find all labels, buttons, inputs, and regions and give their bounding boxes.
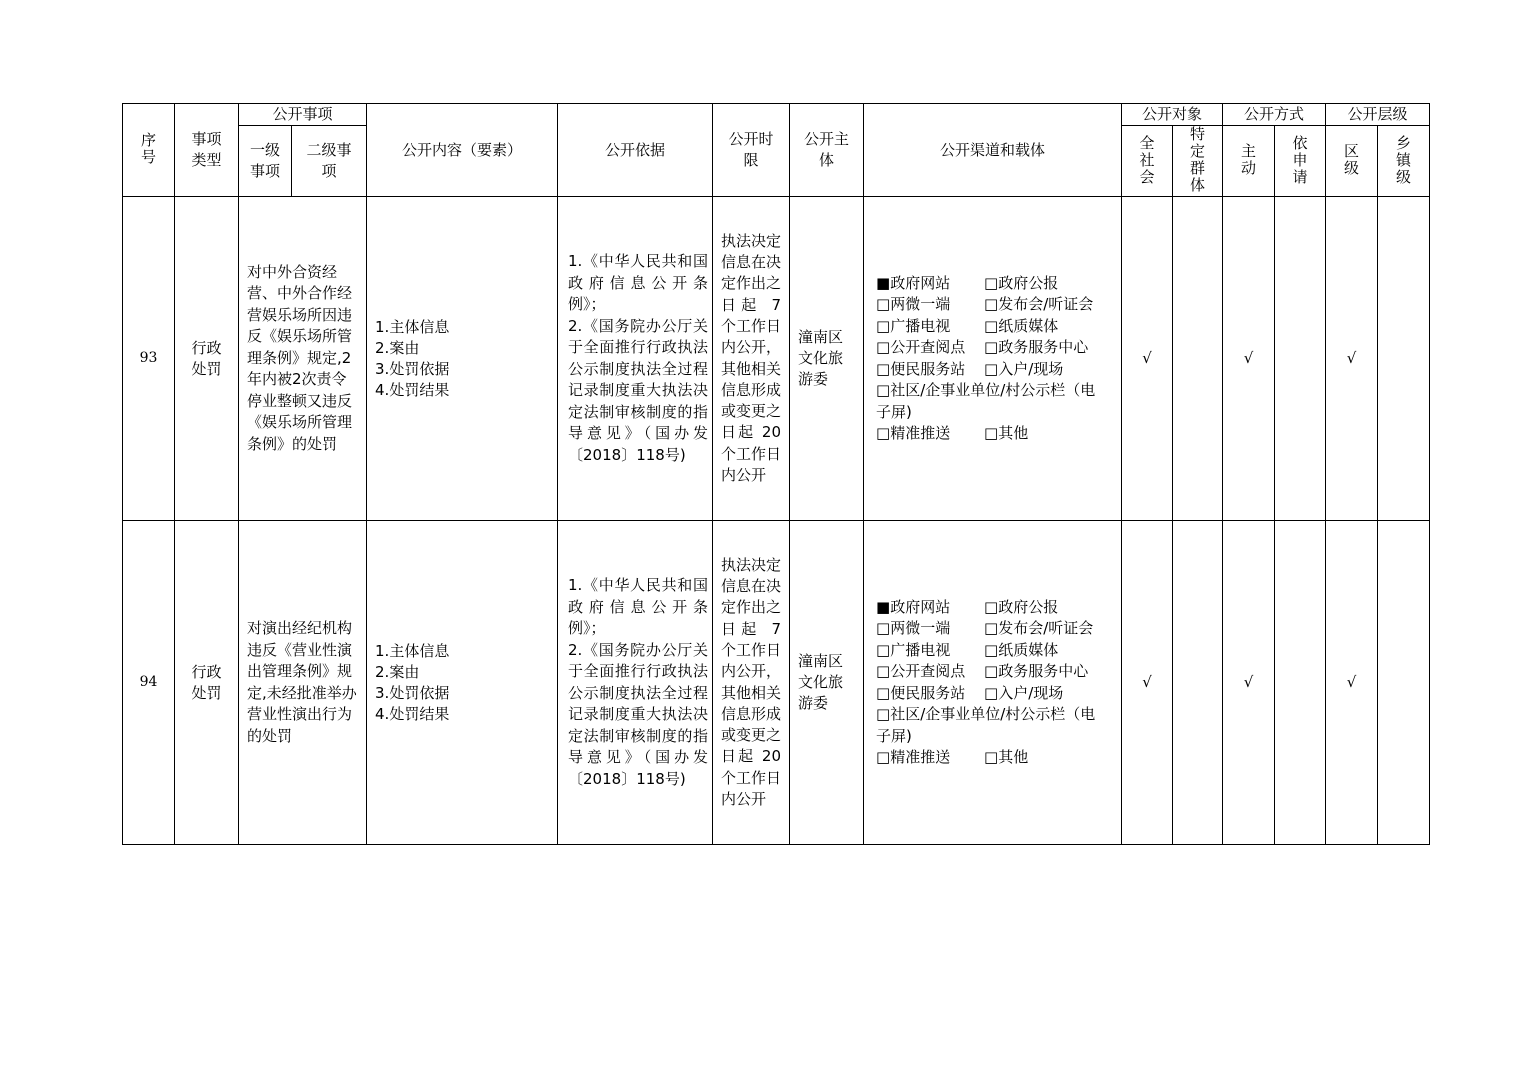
row-basis: 1.《中华人民共和国政府信息公开条例》； 2.《国务院办公厅关于全面推行行政执法公示制度执法全过程记录制度重大执法决定法制审核制度的指导意见》（国办发〔2018〕118号) bbox=[558, 521, 713, 845]
row-proactive: √ bbox=[1223, 521, 1275, 845]
channel-line bbox=[876, 704, 1109, 747]
channel-option: □精准推送 bbox=[876, 748, 951, 766]
channel-line bbox=[876, 747, 1109, 769]
header-type: 事项类型 bbox=[175, 104, 239, 197]
row-time-limit: 执法决定信息在决定作出之日起 7 个工作日内公开，其他相关信息形成或变更之日起 20 个工作日内公开 bbox=[713, 521, 790, 845]
row-type: 行政处罚 bbox=[175, 197, 239, 521]
header-basis: 公开依据 bbox=[558, 104, 713, 197]
row-district: √ bbox=[1326, 197, 1378, 521]
channel-line bbox=[876, 316, 1109, 338]
header-on-request: 依申请 bbox=[1275, 126, 1326, 197]
row-channels bbox=[864, 197, 1122, 521]
header-specific-group: 特定群体 bbox=[1173, 126, 1223, 197]
row-on-request bbox=[1275, 197, 1326, 521]
row-whole-society: √ bbox=[1122, 521, 1173, 845]
header-district: 区级 bbox=[1326, 126, 1378, 197]
row-item: 对中外合资经营、中外合作经营娱乐场所因违反《娱乐场所管理条例》规定,2年内被2次责令停业整顿又违反《娱乐场所管理条例》的处罚 bbox=[239, 197, 367, 521]
row-time-limit: 执法决定信息在决定作出之日起 7 个工作日内公开，其他相关信息形成或变更之日起 20 个工作日内公开 bbox=[713, 197, 790, 521]
channel-option: □社区/企事业单位/村公示栏（电子屏) bbox=[876, 381, 1096, 421]
content-line: 4.处罚结果 bbox=[375, 704, 450, 723]
header-whole-society: 全社会 bbox=[1122, 126, 1173, 197]
channel-line bbox=[876, 640, 1109, 662]
channel-option: □入户/现场 bbox=[984, 683, 1064, 702]
content-line: 3.处罚依据 bbox=[375, 359, 450, 378]
channel-line bbox=[876, 337, 1109, 359]
row-channels bbox=[864, 521, 1122, 845]
channel-option: □纸质媒体 bbox=[984, 316, 1059, 335]
channel-line bbox=[876, 618, 1109, 640]
channel-line bbox=[876, 359, 1109, 381]
row-type: 行政处罚 bbox=[175, 521, 239, 845]
channel-option: ■政府网站 bbox=[876, 597, 951, 616]
header-level1: 一级事项 bbox=[239, 126, 292, 197]
channel-option: □公开查阅点 bbox=[876, 338, 966, 356]
channel-option: □政府公报 bbox=[984, 597, 1059, 616]
table-row bbox=[123, 521, 1430, 845]
channel-option: □其他 bbox=[984, 748, 1029, 766]
channel-option: □政务服务中心 bbox=[984, 662, 1089, 680]
channel-option: □政务服务中心 bbox=[984, 338, 1089, 356]
header-subject: 公开主体 bbox=[790, 104, 864, 197]
channel-option: □社区/企事业单位/村公示栏（电子屏) bbox=[876, 705, 1096, 745]
header-proactive: 主动 bbox=[1223, 126, 1275, 197]
content-line: 4.处罚结果 bbox=[375, 380, 450, 399]
channel-option: □两微一端 bbox=[876, 619, 951, 637]
channel-option: □精准推送 bbox=[876, 424, 951, 442]
header-level-group: 公开层级 bbox=[1326, 104, 1430, 126]
content-line: 2.案由 bbox=[375, 338, 420, 357]
row-subject: 潼南区文化旅游委 bbox=[790, 521, 864, 845]
header-item-group: 公开事项 bbox=[239, 104, 367, 126]
row-proactive: √ bbox=[1223, 197, 1275, 521]
row-township bbox=[1378, 197, 1430, 521]
channel-line bbox=[876, 683, 1109, 705]
channel-option: □两微一端 bbox=[876, 295, 951, 313]
header-mode-group: 公开方式 bbox=[1223, 104, 1326, 126]
content-line: 3.处罚依据 bbox=[375, 683, 450, 702]
channel-option: □发布会/听证会 bbox=[984, 619, 1094, 637]
channel-line bbox=[876, 423, 1109, 445]
content-line: 1.主体信息 bbox=[375, 641, 450, 660]
row-item: 对演出经纪机构违反《营业性演出管理条例》规定,未经批准举办营业性演出行为的处罚 bbox=[239, 521, 367, 845]
row-township bbox=[1378, 521, 1430, 845]
row-seq: 93 bbox=[123, 197, 175, 521]
channel-option: □纸质媒体 bbox=[984, 640, 1059, 659]
header-target-group: 公开对象 bbox=[1122, 104, 1223, 126]
channel-option: □其他 bbox=[984, 424, 1029, 442]
content-line: 2.案由 bbox=[375, 662, 420, 681]
channel-option: □政府公报 bbox=[984, 273, 1059, 292]
channel-line bbox=[876, 380, 1109, 423]
channel-option: □便民服务站 bbox=[876, 359, 966, 378]
header-row-top bbox=[123, 104, 1430, 126]
row-basis: 1.《中华人民共和国政府信息公开条例》； 2.《国务院办公厅关于全面推行行政执法公示制度执法全过程记录制度重大执法决定法制审核制度的指导意见》（国办发〔2018〕118号) bbox=[558, 197, 713, 521]
row-subject: 潼南区文化旅游委 bbox=[790, 197, 864, 521]
channel-option: □广播电视 bbox=[876, 316, 951, 335]
header-channels: 公开渠道和载体 bbox=[864, 104, 1122, 197]
row-specific-group bbox=[1173, 197, 1223, 521]
channel-line bbox=[876, 294, 1109, 316]
row-content bbox=[367, 197, 558, 521]
channel-option: □发布会/听证会 bbox=[984, 295, 1094, 313]
channel-line bbox=[876, 273, 1109, 295]
disclosure-table bbox=[122, 103, 1430, 845]
row-specific-group bbox=[1173, 521, 1223, 845]
header-seq: 序号 bbox=[123, 104, 175, 197]
row-whole-society: √ bbox=[1122, 197, 1173, 521]
row-district: √ bbox=[1326, 521, 1378, 845]
header-content: 公开内容（要素） bbox=[367, 104, 558, 197]
table-row bbox=[123, 197, 1430, 521]
row-on-request bbox=[1275, 521, 1326, 845]
header-level2: 二级事项 bbox=[292, 126, 367, 197]
channel-option: □入户/现场 bbox=[984, 359, 1064, 378]
channel-option: □公开查阅点 bbox=[876, 662, 966, 680]
channel-option: □便民服务站 bbox=[876, 683, 966, 702]
header-township: 乡镇级 bbox=[1378, 126, 1430, 197]
content-line: 1.主体信息 bbox=[375, 317, 450, 336]
channel-line bbox=[876, 661, 1109, 683]
channel-option: ■政府网站 bbox=[876, 273, 951, 292]
row-content bbox=[367, 521, 558, 845]
channel-option: □广播电视 bbox=[876, 640, 951, 659]
header-time-limit: 公开时限 bbox=[713, 104, 790, 197]
channel-line bbox=[876, 597, 1109, 619]
row-seq: 94 bbox=[123, 521, 175, 845]
